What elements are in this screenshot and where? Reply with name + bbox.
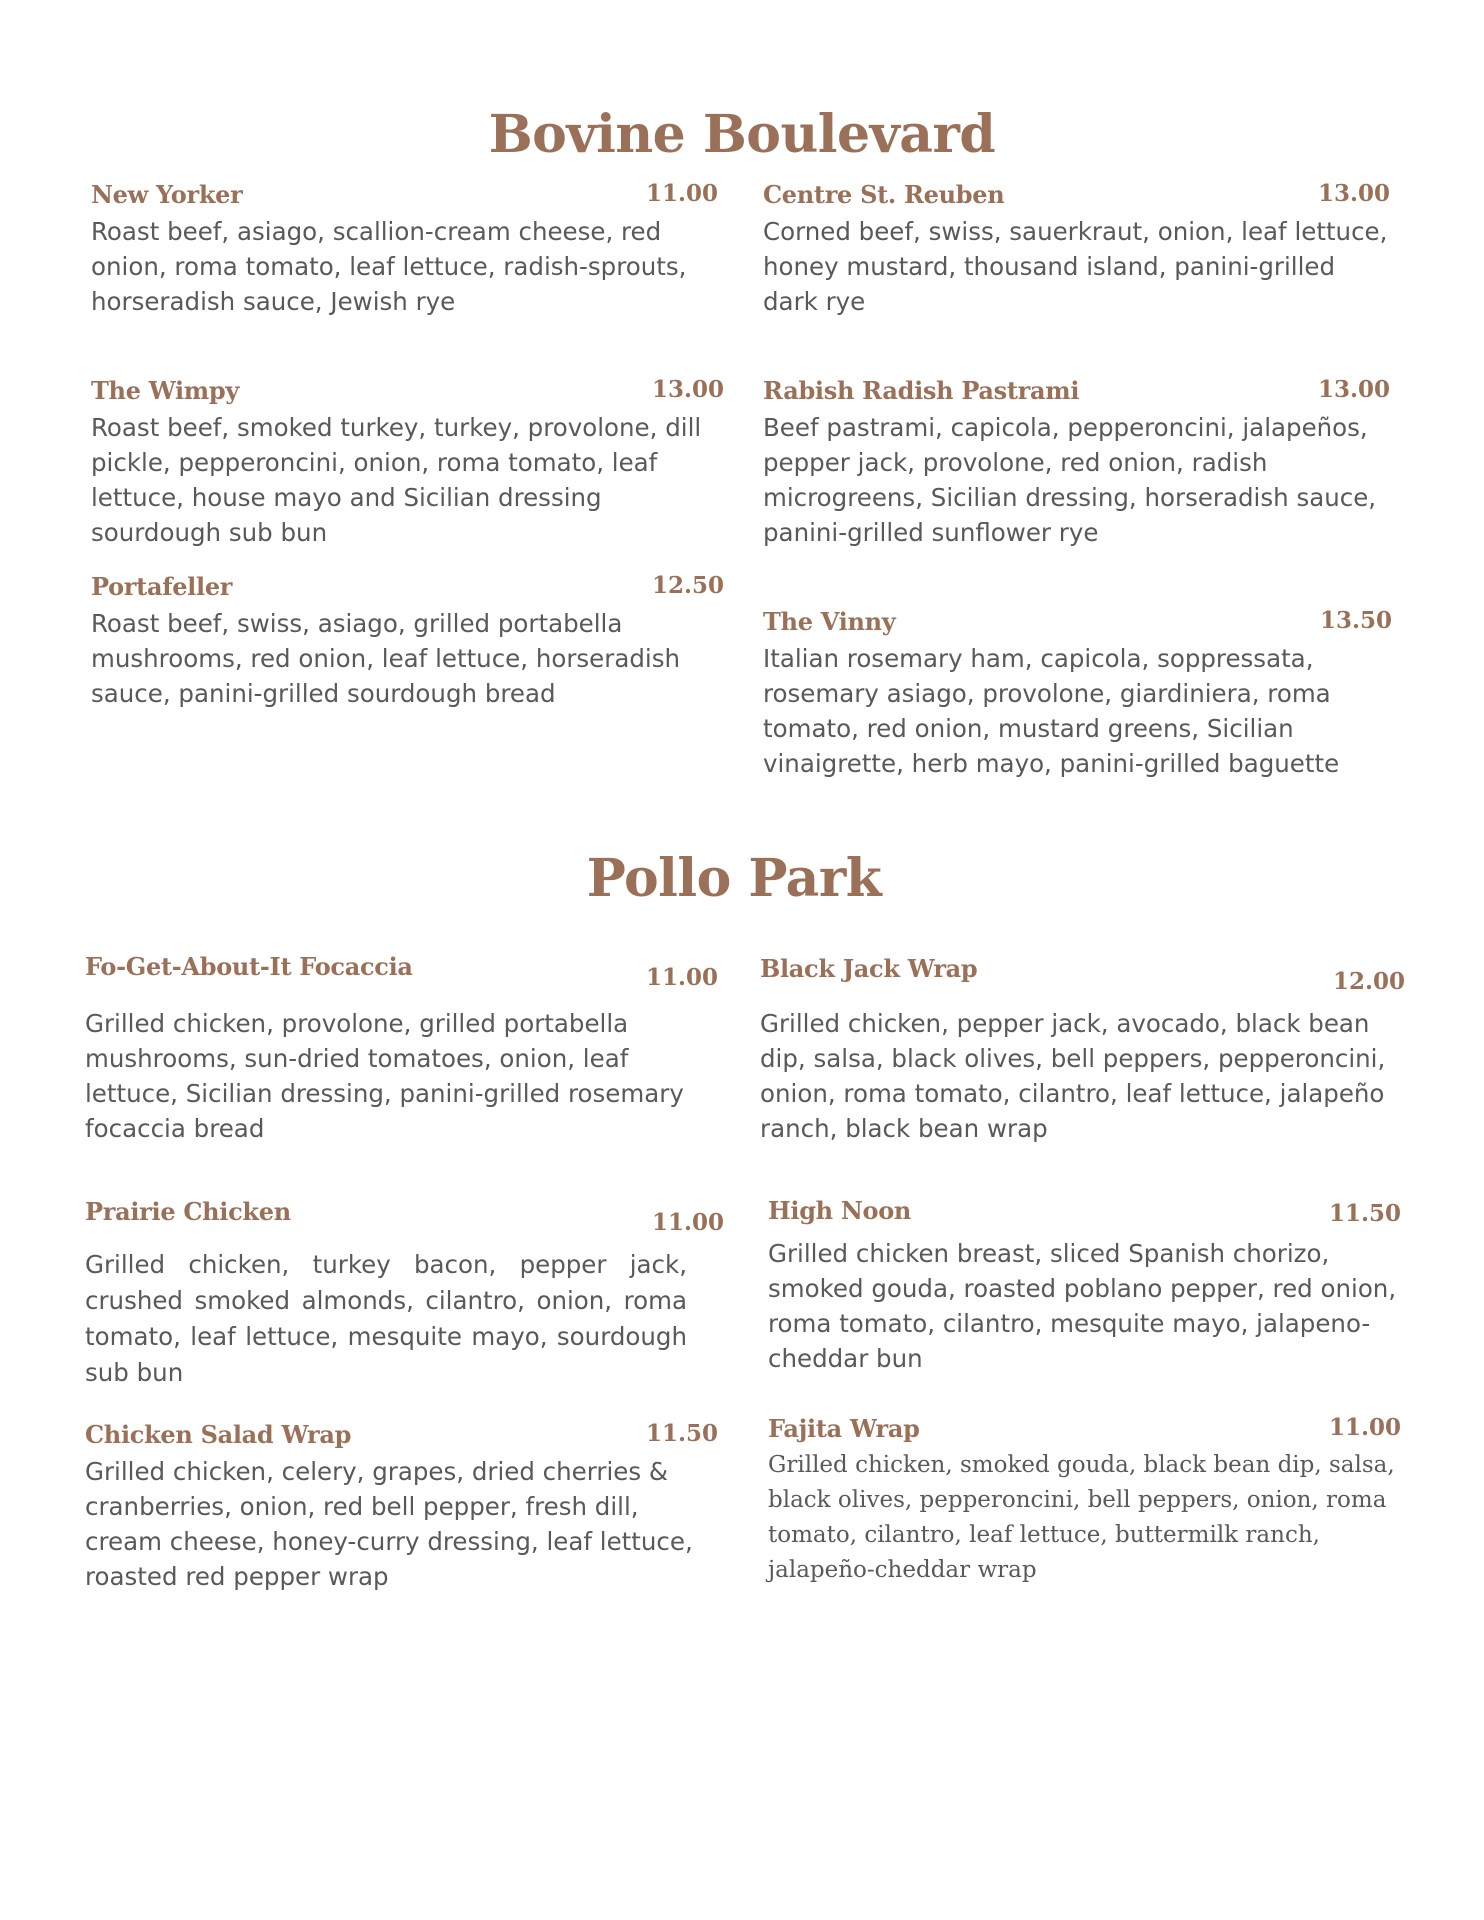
item-price: 11.50 xyxy=(646,1420,719,1447)
item-description: Grilled chicken breast, sliced Spanish chorizo, smoked gouda, roasted poblano pepper, red onion, roma tomato, cilantro, mesquite mayo, jalapeno-cheddar bun xyxy=(768,1239,1397,1373)
item-description: Beef pastrami, capicola, pepperoncini, jalapeños, pepper jack, provolone, red onion, radish microgreens, Sicilian dressing, horseradish sauce, panini-grilled sunflower rye xyxy=(763,413,1377,547)
item-description: Roast beef, smoked turkey, turkey, provolone, dill pickle, pepperoncini, onion, roma tomato, leaf lettuce, house mayo and Sicilian dressing sourdough sub bun xyxy=(91,413,702,547)
item-description: Roast beef, asiago, scallion-cream cheese, red onion, roma tomato, leaf lettuce, radish-sprouts, horseradish sauce, Jewish rye xyxy=(91,217,687,316)
item-description: Roast beef, swiss, asiago, grilled portabella mushrooms, red onion, leaf lettuce, horseradish sauce, panini-grilled sourdough bread xyxy=(91,609,680,708)
item-price: 13.50 xyxy=(1320,607,1393,634)
item-price: 11.00 xyxy=(652,1209,725,1236)
menu-item-fo-get-about-it-focaccia xyxy=(85,952,719,1146)
item-price: 12.00 xyxy=(1333,968,1406,995)
section-title-bovine-boulevard: Bovine Boulevard xyxy=(488,104,996,165)
item-description: Grilled chicken, pepper jack, avocado, black bean dip, salsa, black olives, bell peppers, pepperoncini, onion, roma tomato, cilantro, leaf lettuce, jalapeño ranch, black bean wrap xyxy=(760,1009,1386,1143)
item-name: Black Jack Wrap xyxy=(760,954,978,983)
menu-item-portafeller xyxy=(91,572,725,711)
menu-item-rabish-radish-pastrami xyxy=(763,376,1393,550)
item-name: Centre St. Reuben xyxy=(763,180,1005,209)
menu-item-chicken-salad-wrap xyxy=(85,1420,719,1594)
item-description: Italian rosemary ham, capicola, soppressata, rosemary asiago, provolone, giardiniera, roma tomato, red onion, mustard greens, Sicilian vinaigrette, herb mayo, panini-grilled baguette xyxy=(763,644,1340,778)
item-price: 12.50 xyxy=(652,572,725,599)
item-name: The Vinny xyxy=(763,607,896,636)
menu-item-the-wimpy xyxy=(91,376,725,550)
menu-item-fajita-wrap xyxy=(768,1414,1402,1588)
section-title-pollo-park: Pollo Park xyxy=(586,848,882,909)
item-name: Prairie Chicken xyxy=(85,1197,291,1226)
item-description: Grilled chicken, provolone, grilled portabella mushrooms, sun-dried tomatoes, onion, leaf lettuce, Sicilian dressing, panini-grilled rosemary focaccia bread xyxy=(85,1009,684,1143)
item-name: Fajita Wrap xyxy=(768,1414,920,1443)
menu-item-the-vinny xyxy=(763,607,1393,781)
menu-item-new-yorker xyxy=(91,180,721,319)
item-description: Corned beef, swiss, sauerkraut, onion, leaf lettuce, honey mustard, thousand island, panini-grilled dark rye xyxy=(763,217,1388,316)
item-name: Portafeller xyxy=(91,572,233,601)
item-price: 11.00 xyxy=(646,180,719,207)
item-price: 11.00 xyxy=(1329,1414,1402,1441)
item-price: 11.00 xyxy=(646,964,719,991)
menu-item-high-noon xyxy=(768,1196,1402,1376)
item-name: Rabish Radish Pastrami xyxy=(763,376,1080,405)
menu-item-centre-st-reuben xyxy=(763,180,1393,319)
item-name: High Noon xyxy=(768,1196,912,1225)
menu-item-black-jack-wrap xyxy=(760,954,1406,1146)
item-name: Fo-Get-About-It Focaccia xyxy=(85,952,413,981)
item-description: Grilled chicken, smoked gouda, black bean dip, salsa, black olives, pepperoncini, bell peppers, onion, roma tomato, cilantro, leaf lettuce, buttermilk ranch, jalapeño-cheddar wrap xyxy=(768,1452,1395,1583)
menu-item-prairie-chicken xyxy=(85,1197,725,1391)
item-price: 13.00 xyxy=(652,376,725,403)
item-description: Grilled chicken, celery, grapes, dried cherries & cranberries, onion, red bell pepper, fresh dill, cream cheese, honey-curry dressing, leaf lettuce, roasted red pepper wrap xyxy=(85,1457,693,1591)
item-name: Chicken Salad Wrap xyxy=(85,1420,352,1449)
item-description: Grilled chicken, turkey bacon, pepper jack, crushed smoked almonds, cilantro, onion, roma tomato, leaf lettuce, mesquite mayo, sourdough sub bun xyxy=(85,1250,687,1387)
item-name: The Wimpy xyxy=(91,376,240,405)
item-name: New Yorker xyxy=(91,180,243,209)
item-price: 13.00 xyxy=(1318,376,1391,403)
item-price: 11.50 xyxy=(1329,1200,1402,1227)
item-price: 13.00 xyxy=(1318,180,1391,207)
